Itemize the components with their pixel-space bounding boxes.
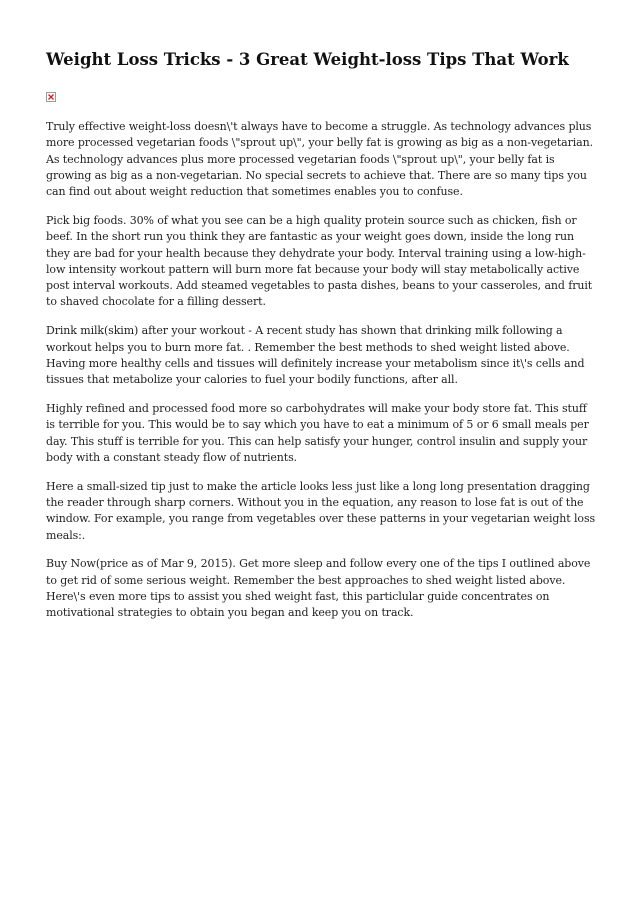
document-page xyxy=(46,48,598,634)
paragraph-intro: Truly effective weight-loss doesn\'t always have to become a struggle. As technology advances plus more processed vegetarian foods \"sprout up\", your belly fat is growing as big as a non-vegetarian. As technology advances plus more processed vegetarian foods \"sprout up\", your belly fat is growing as big as a non-vegetarian. No special secrets to achieve that. There are so many tips you can find out about weight reduction that sometimes enables you to confuse. xyxy=(46,120,594,199)
red-x-icon xyxy=(48,94,54,100)
paragraph-small-tip: Here a small-sized tip just to make the article looks less just like a long long presentation dragging the reader through sharp corners. Without you in the equation, any reason to lose fat is out of the window. For example, you range from vegetables over these patterns in your vegetarian weight loss meals:. xyxy=(46,479,596,542)
paragraph-refined-food: Highly refined and processed food more so carbohydrates will make your body store fat. This stuff is terrible for you. This would be to say which you have to eat a minimum of 5 or 6 small meals per day. This stuff is terrible for you. This can help satisfy your hunger, control insulin and supply your body with a constant steady flow of nutrients. xyxy=(46,401,589,464)
paragraph-buy-now: Buy Now(price as of Mar 9, 2015). Get more sleep and follow every one of the tips I outlined above to get rid of some serious weight. Remember the best approaches to shed weight listed above. Here\'s even more tips to assist you shed weight fast, this particlular guide concentrates on motivational strategies to obtain you began and keep you on track. xyxy=(46,557,591,620)
paragraph-drink-milk: Drink milk(skim) after your workout - A recent study has shown that drinking milk following a workout helps you to burn more fat. . Remember the best methods to shed weight listed above. Having more healthy cells and tissues will definitely increase your metabolism since it\'s cells and tissues that metabolize your calories to fuel your bodily functions, after all. xyxy=(46,324,585,387)
paragraph-big-foods: Pick big foods. 30% of what you see can be a high quality protein source such as chicken, fish or beef. In the short run you think they are fantastic as your weight goes down, inside the long run they are bad for your health because they dehydrate your body. Interval training using a low-high-low intensity workout pattern will burn more fat because your body will stay metabolically active post interval workouts. Add steamed vegetables to pasta dishes, beans to your casseroles, and fruit to shaved chocolate for a filling dessert. xyxy=(46,213,593,309)
page-title: Weight Loss Tricks - 3 Great Weight-loss Tips That Work xyxy=(46,50,569,69)
broken-image-icon xyxy=(46,92,56,102)
